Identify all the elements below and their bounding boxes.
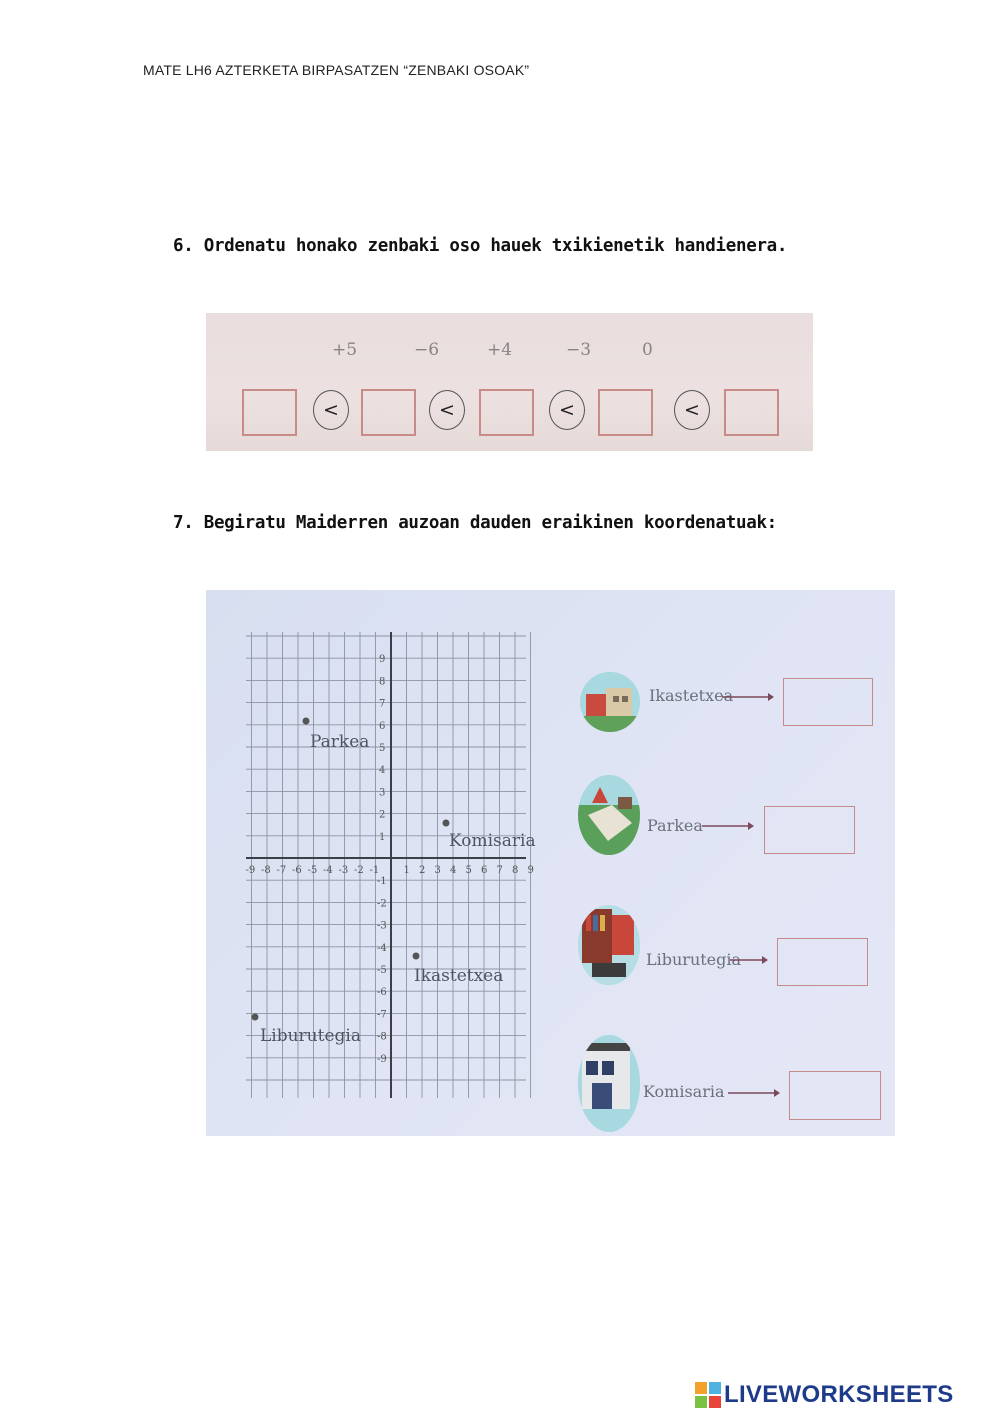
park-icon xyxy=(578,775,640,855)
question-7: 7. Begiratu Maiderren auzoan dauden eraikinen koordenatuak: xyxy=(173,513,777,533)
y-tick-label: 9 xyxy=(379,654,386,666)
liveworksheets-logo xyxy=(695,1380,954,1410)
y-tick-label: -5 xyxy=(377,965,387,976)
less-than-symbol: < xyxy=(549,390,585,430)
y-tick-label: -2 xyxy=(377,898,387,910)
ordering-exercise xyxy=(206,313,813,451)
y-tick-label: 8 xyxy=(379,676,386,688)
answer-box-1[interactable] xyxy=(242,389,297,436)
page-header: MATE LH6 AZTERKETA BIRPASATZEN “ZENBAKI OSOAK” xyxy=(143,62,530,78)
y-tick-label: 3 xyxy=(379,787,386,799)
logo-text: LIVEWORKSHEETS xyxy=(724,1381,954,1408)
arrow-right-icon xyxy=(728,1087,780,1099)
y-tick-label: -4 xyxy=(377,942,387,954)
answer-box-2[interactable] xyxy=(361,389,416,436)
point-parkea xyxy=(303,718,310,725)
x-tick-label: 7 xyxy=(496,865,503,876)
y-tick-label: -7 xyxy=(377,1009,387,1021)
y-tick-label: -9 xyxy=(377,1053,387,1065)
point-liburutegia xyxy=(252,1014,259,1021)
place-label-komisaria: Komisaria xyxy=(449,831,536,851)
y-tick-label: -8 xyxy=(377,1031,387,1043)
x-tick-label: 8 xyxy=(512,865,519,876)
x-tick-label: -8 xyxy=(261,865,271,876)
x-tick-label: 3 xyxy=(434,865,441,876)
logo-icon xyxy=(695,1382,721,1408)
question-6: 6. Ordenatu honako zenbaki oso hauek txikienetik handienera. xyxy=(173,236,788,256)
answer-box-liburutegia[interactable] xyxy=(777,938,868,986)
answer-box-ikastetxea[interactable] xyxy=(783,678,873,726)
x-tick-label: 9 xyxy=(527,865,534,876)
y-tick-label: 7 xyxy=(379,698,386,710)
x-tick-label: -9 xyxy=(245,865,256,876)
answer-box-4[interactable] xyxy=(598,389,653,436)
legend-label: Komisaria xyxy=(643,1082,725,1101)
x-tick-label: -4 xyxy=(323,865,333,876)
number-3: +4 xyxy=(487,340,513,360)
x-tick-label: -3 xyxy=(338,865,349,876)
point-komisaria xyxy=(443,820,450,827)
y-tick-label: 5 xyxy=(379,743,386,754)
arrow-right-icon xyxy=(722,691,774,703)
x-tick-label: 4 xyxy=(450,865,457,876)
answer-box-5[interactable] xyxy=(724,389,779,436)
number-2: −6 xyxy=(414,340,440,360)
y-tick-label: 2 xyxy=(379,809,386,821)
place-label-liburutegia: Liburutegia xyxy=(260,1026,361,1046)
school-icon xyxy=(580,672,640,732)
coordinate-exercise xyxy=(206,590,895,1136)
arrow-right-icon xyxy=(702,820,754,832)
coordinate-grid xyxy=(206,590,895,1136)
y-tick-label: -6 xyxy=(377,987,387,999)
x-tick-label: 1 xyxy=(403,865,410,876)
answer-box-komisaria[interactable] xyxy=(789,1071,881,1120)
number-4: −3 xyxy=(566,340,592,360)
y-tick-label: -1 xyxy=(377,876,387,888)
x-tick-label: -7 xyxy=(276,865,287,876)
legend-label: Ikastetxea xyxy=(649,686,734,705)
answer-box-parkea[interactable] xyxy=(764,806,855,854)
place-label-ikastetxea: Ikastetxea xyxy=(414,966,504,986)
x-tick-label: -2 xyxy=(354,865,364,876)
library-icon xyxy=(578,905,640,985)
legend-label: Liburutegia xyxy=(646,950,742,969)
y-tick-label: 1 xyxy=(379,831,386,843)
x-tick-label: 6 xyxy=(481,865,488,876)
number-1: +5 xyxy=(332,340,358,360)
x-tick-label: 5 xyxy=(465,865,472,876)
police-station-icon xyxy=(578,1035,640,1132)
place-label-parkea: Parkea xyxy=(310,732,370,752)
arrow-right-icon xyxy=(730,954,768,966)
legend-label: Parkea xyxy=(647,816,703,835)
x-tick-label: 2 xyxy=(419,865,426,876)
y-tick-label: 6 xyxy=(379,720,386,732)
y-tick-label: 4 xyxy=(379,765,386,777)
less-than-symbol: < xyxy=(674,390,710,430)
point-ikastetxea xyxy=(413,953,420,960)
less-than-symbol: < xyxy=(429,390,465,430)
answer-box-3[interactable] xyxy=(479,389,534,436)
x-tick-label: -5 xyxy=(307,865,318,876)
y-tick-label: -3 xyxy=(377,920,387,932)
x-tick-label: -6 xyxy=(292,865,302,876)
x-tick-label: -1 xyxy=(369,865,380,876)
number-5: 0 xyxy=(642,340,653,360)
less-than-symbol: < xyxy=(313,390,349,430)
